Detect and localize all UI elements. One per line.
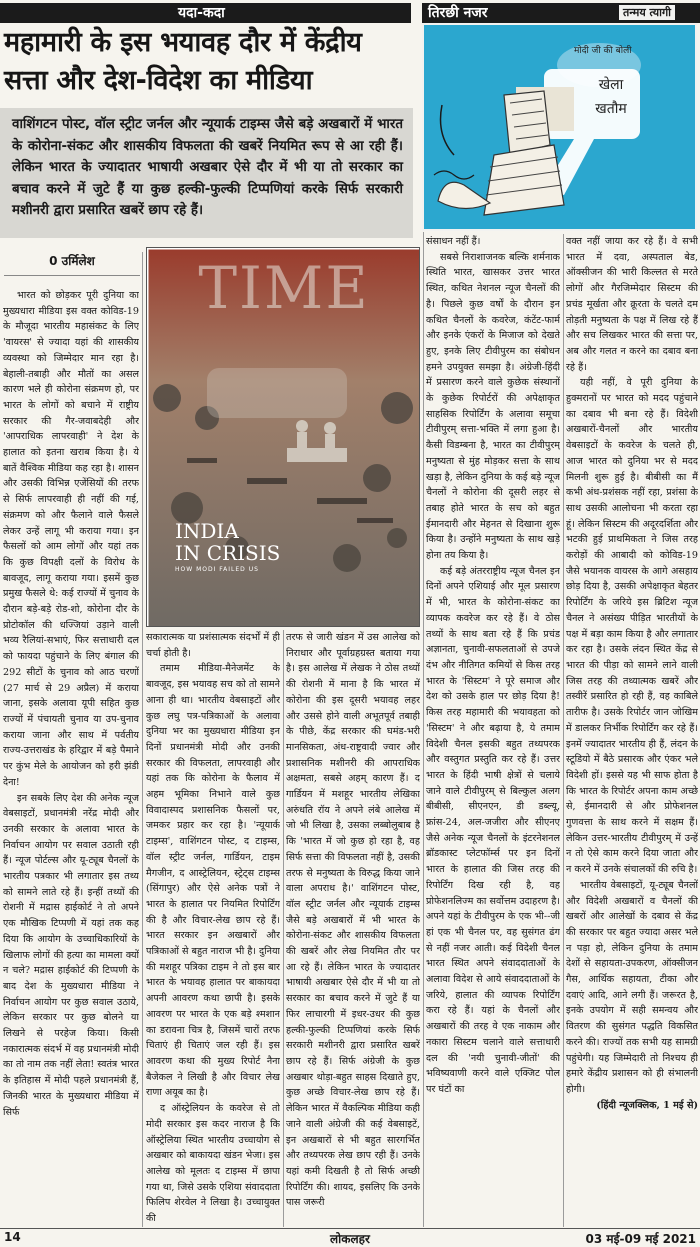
article-column-4: [426, 234, 560, 1227]
headline-line-2: सत्ता और देश-विदेश का मीडिया: [4, 65, 313, 96]
article-column-1: [3, 288, 139, 1225]
footer-date: 03 मई-09 मई 2021: [585, 1232, 696, 1246]
paragraph: तरफ से जारी खंडन में उस आलेख को निराधार और पूर्वाग्रहग्रस्त बताया गया है। इस आलेख में लेखक ने ठोस तथ्यों की रोशनी में माना है कि भारत में कोरोना की इस दूसरी भयावह लहर और उससे होने वाली अभूतपूर्व तबाही के पीछे, केंद्र सरकार की घमंड-भरी मानसिकता, अंध-राष्ट्रवादी ज्वार और प्रशासनिक मशीनरी की आपराधिक अक्षमता, सबसे अहम् कारण हैं। द गार्डियन में मशहूर भारतीय लेखिका अरुंधति रॉय ने अपने लंबे आलेख में जो भी लिखा है, उसका लब्बोलुबाब है कि 'भारत में जो कुछ हो रहा है, वह सिर्फ सत्ता की विफलता नहीं है, उसकी तरफ से मनुष्यता के विरुद्ध किया जाने वाला अपराध है।' वाशिंगटन पोस्ट, वॉल स्ट्रीट जर्नल और न्यूयार्क टाइम्स जैसे बड़े अखबारों में भी भारत के कोरोना-संकट और शासकीय विफलता की खबरें और लेख नियमित तौर पर आ रहे हैं। लेकिन भारत के ज्यादातर भाषायी अखबार ऐसे दौर में भी या तो सरकार का बचाव करने में जुटे हैं या फिर लाचारगी में इधर-उधर की कुछ हल्की-फुल्की टिप्पणियां करके सिर्फ सरकारी मशीनरी द्वारा प्रसारित खबरें छाप रहे हैं। सिर्फ अंग्रेजी के कुछ अखबार थोड़ा-बहुत साहस दिखाते हुए, कुछ अच्छे विचार-लेख छाप रहे हैं। लेकिन भारत में वैकल्पिक मीडिया कही जाने वाली अंग्रेजी की कई वेबसाइटें, इन अखबारों से भी बहुत सारगर्भित और तथ्यपरक लेख छाप रही हैं। उनके यहां कमी दिखती है तो सिर्फ अच्छी रिपोर्टिंग की। शायद, इसलिए कि उनके पास जरूरी: [286, 632, 420, 1209]
paragraph: द ऑस्ट्रेलियन के कवरेज से तो मोदी सरकार इस कदर नाराज है कि ऑस्ट्रेलिया स्थित भारतीय उच्चायोग से अखबार को बाकायदा खंडन भेजा। इस आलेख को मूलतः द टाइम्स में छापा गया था, जिसे उसके एशिया संवाददाता फिलिप शेरवेल ने लिखा है। उच्चायुक्त की: [146, 1103, 280, 1225]
cartoon-art: [424, 25, 695, 229]
paragraph: भारत को छोड़कर पूरी दुनिया का मुख्यधारा मीडिया इस वक्त कोविड-19 के मौजूदा भारतीय महासंकट के लिए 'वायरस' से ज्यादा यहां की शासकीय व्यवस्था को जिम्मेदार मान रहा है। बेहाली-तबाही और मौतों का असल कारण भले ही कोरोना संक्रमण हो, पर भारत के लोगों को बचाने में राष्ट्रीय सरकार की गैर-जवाबदेही और 'आपराधिक लापरवाही' ने देश के हालात को इतना खराब किया है। ये बातें वैश्विक मीडिया कह रहा है। शासन और उसकी विभिन्न एजेंसियों की तरफ से सिर्फ लापरवाही ही नहीं की गई, संक्रमण को और फैलाने वाले फैसले लेकर उन्हें लागू भी कराया गया। इन फैसलों को आम लोगों और यहां तक कि कुछ विपक्षी दलों के विरोध के बावजूद, लागू कराया गया। इसमें कुछ प्रमुख फैसले थे: कई राज्यों में चुनाव के दौरान बड़े-बड़े रोड-शो, कोरोना दौर के प्रोटोकॉल की धज्जियां उड़ाने वाली भव्य रैलियां-सभाएं, फिर सत्ताधारी दल को फायदा पहुंचाने के लिए बंगाल की 292 सीटों के चुनाव को आठ चरणों (27 मार्च से 29 अप्रैल) में कराया जाना, इसके अलावा यूपी सहित कुछ राज्यों में पंचायती चुनाव या उप-चुनाव कराया जाना और साथ में पर्वतीय राज्य-उत्तराखंड के हरिद्वार में बड़े पैमाने पर कुंभ मेले के आयोजन को हरी झंडी देना!: [3, 290, 139, 788]
cover-title-line-2: IN CRISIS: [175, 541, 281, 565]
cartoonist-name: तन्मय त्यागी: [619, 5, 675, 20]
source-signoff: (हिंदी न्यूजक्लिक, 1 मई से): [596, 1099, 698, 1111]
lede-text: वाशिंगटन पोस्ट, वॉल स्ट्रीट जर्नल और न्यूयार्क टाइम्स जैसे बड़े अखबारों में भारत के कोरोना-संकट और शासकीय विफलता की खबरें नियमित रूप से आ रही हैं। लेकिन भारत के ज्यादातर भाषायी अखबार ऐसे दौर में भी या तो सरकार का बचाव करने में जुटे हैं या कुछ हल्की-फुल्की टिप्पणियां करके सिर्फ सरकारी मशीनरी द्वारा प्रसारित खबरें छाप रहे हैं।: [12, 117, 403, 218]
paragraph: सबसे निराशाजनक बल्कि शर्मनाक स्थिति भारत, खासकर उत्तर भारत स्थित, कथित नेशनल न्यूज चैनलों की है। पिछले कुछ वर्षों के दौरान इन कथित चैनलों के कवरेज, कंटेंट-फार्म और इनके एंकरों के मिजाज को देखते हुए, इनके लिए टीवीपुरम का संबोधन हमने उपयुक्त समझा है। अंग्रेजी-हिंदी में प्रसारण करने वाले कुछेक संस्थानों के कुछेक रिपोर्टरों की अपेक्षाकृत साहसिक रिपोर्टिंग के अलावा समूचा टीवीपुरम् सत्ता-भक्ति में लगा हुआ है। कैसी विडम्बना है, भारत का टीवीपुरम् मनुष्यता से मुंह मोड़कर सत्ता के साथ खड़ा है, लेकिन दुनिया के कई बड़े न्यूज चैनलों ने कोरोना की दूसरी लहर से तबाह होते भारत के सच को बहुत ईमानदारी और मेहनत से दिखाना शुरू किया है। उन्होंने मनुष्यता के साथ खड़े होना तय किया है।: [426, 251, 560, 562]
byline: [4, 252, 140, 276]
paragraph: भारतीय वेबसाइटों, यू-ट्यूब चैनलों और विदेशी अखबारों व चैनलों की खबरों और आलेखों के दबाव से केंद्र की सरकार पर बहुत ज्यादा असर भले न पड़ा हो, लेकिन दुनिया के तमाम देशों से सहायता-उपकरण, ऑक्सीजन गैस, आर्थिक सहायता, टीका और दवाएं आदि, आने लगी हैं। जरूरत है, इनके उपयोग में सही समन्वय और वितरण की सुसंगत पद्धति विकसित करने की। राज्यों तक सभी यह सामग्री पहुंचेगी। यह जिम्मेदारी तो निश्चय ही हमारे केंद्रीय प्रशासन को ही संभालनी होगी।: [566, 879, 698, 1095]
byline-text: 0 उर्मिलेश: [49, 254, 95, 268]
article-column-3: [286, 630, 420, 1227]
footer-publication: लोकलहर: [330, 1232, 370, 1246]
column-divider: [283, 630, 284, 1227]
paragraph: इन सबके लिए देश की अनेक न्यूज वेबसाइटों, प्रधानमंत्री नरेंद्र मोदी और उनकी सरकार के अलावा भारत के निर्वाचन आयोग पर सवाल उठाती रही हैं। न्यूज पोर्टल्स और यू-ट्यूब चैनलों के भारतीय पत्रकार भी लगातार इस तथ्य को सामने लाते रहे हैं। इन्हीं तथ्यों की रोशनी में मद्रास हाईकोर्ट ने तो अपने एक मौखिक टिप्पणी में यहां तक कह दिया कि आयोग के उच्चाधिकारियों के खिलाफ लोगों की हत्या का मामला क्यों न चले? मद्रास हाईकोर्ट की टिप्पणी के बाद देश के मुख्यधारा मीडिया ने निर्वाचन आयोग पर कुछ सवाल उठाये, लेकिन सरकार पर कुछ बोलने या लिखने से परहेज किया। किसी नकारात्मक संदर्भ में वह प्रधानमंत्री मोदी का तो नाम तक नहीं लेता! स्वतंत्र भारत के इतिहास में मोदी पहले प्रधानमंत्री हैं, जिनकी भारत के मुख्यधारा मीडिया में सिर्फ: [3, 792, 139, 1118]
paragraph: कई बड़े अंतरराष्ट्रीय न्यूज चैनल इन दिनों अपने एशियाई और मूल प्रसारण में भी, भारत के कोरोना-संकट का व्यापक कवरेज कर रहे हैं। वे ठोस तथ्यों के साथ बता रहे हैं कि प्रचंड अज्ञानता, चुनावी-सफलताओं से उपजे दंभ और नीतिगत कमियों से किस तरह भारत के 'सिस्टम' ने पूरे समाज और देश को उसके हाल पर छोड़ दिया है! किस तरह महामारी की भयावहता को 'सिस्टम' ने और बढ़ाया है, ये तमाम विदेशी चैनल इसकी बहुत तथ्यपरक और वस्तुगत प्रस्तुति कर रहे हैं। उत्तर भारत के हिंदी भाषी क्षेत्रों से चलाये जाने वाले टीवीपुरम् से बिल्कुल अलग बीबीसी, सीएनएन, डी डब्ल्यू, फ्रांस-24, अल-जजीरा और सीएनए जैसे अनेक न्यूज चैनलों के इंटरनेशनल ब्रॉडकास्ट प्लेटफॉर्म्स पर इन दिनों भारत के हालात की जिस तरह की रिपोर्टिंग दिख रही है, वह प्रोफेशनलिज्म का सर्वोत्तम उदाहरण है। अपने यहां के टीवीपुरम के एक भी--जी हां एक भी चैनल पर, वह सुसंगत ढंग से नहीं नजर आती। कई विदेशी चैनल भारत स्थित अपने संवाददाताओं के अलावा विदेश से आये संवाददाताओं के जरिये, हालात की व्यापक रिपोर्टिंग करा रहे हैं। यहां के चैनलों और अखबारों की तरह वे एक नाकाम और नकारा सिस्टम चलाने वाले सत्ताधारी दल की 'नयी चुनावी-जीतों' की भविष्यवाणी करने वाले एक्जिट पोल पर घंटों का: [426, 565, 560, 1095]
paragraph: संसाधन नहीं हैं।: [426, 236, 481, 247]
cartoon-panel: [422, 3, 697, 231]
paragraph: तमाम मीडिया-मैनेजमेंट के बावजूद, इस भयावह सच को तो सामने आना ही था। भारतीय वेबसाइटों और कुछ लघु पत्र-पत्रिकाओं के अलावा दुनिया भर का मुख्यधारा मीडिया इन दिनों प्रधानमंत्री मोदी और उनकी सरकार की विफलता, लापरवाही और यहां तक कि कोरोना के फैलाव में अहम भूमिका निभाने वाले कुछ विवादास्पद प्रशासनिक फैसलों पर, जमकर प्रहार कर रहा है। 'न्यूयार्क टाइम्स', वाशिंगटन पोस्ट, द टाइम्स, वॉल स्ट्रीट जर्नल, गार्डियन, टाइम मैगजीन, द आस्ट्रेलियन, स्ट्रेट्स टाइम्स (सिंगापुर) और ऐसे अनेक पत्रों ने भारत के हालात पर नियमित रिपोर्टिंग की है और विचार-लेख छाप रहे हैं। भारत सरकार इन अखबारों और पत्रिकाओं से बहुत नाराज भी है। दुनिया की मशहूर पत्रिका टाइम ने तो इस बार भारत के भयावह हालात पर बाकायदा अपनी आवरण कथा छापी है। इसके आवरण पर भारत के एक बड़े श्मशान का डरावना चित्र है, जिसमें चारों तरफ चिताएं ही चिताएं जल रही हैं। इस आवरण कथा की मुख्य रिपोर्ट नैना बैजेकल ने लिखी है और विचार लेख राणा अयूब का है।: [146, 663, 280, 1099]
headline-line-1: महामारी के इस भयावह दौर में केंद्रीय: [4, 27, 362, 58]
paragraph: वक्त नहीं जाया कर रहे हैं। वे सभी भारत में दवा, अस्पताल बेड, ऑक्सीजन की भारी किल्लत से मरते लोगों और गैरजिम्मेदार सिस्टम की प्रचंड मूर्खता और क्रूरता के चलते दम तोड़ती मनुष्यता के पक्ष में लिख रहे हैं और सच लिखकर भारत की सत्ता पर, अब और गलत न करने का दबाव बना रहे हैं।: [566, 236, 698, 373]
cartoon-banner: [576, 73, 646, 121]
cover-title-line-1: INDIA: [175, 519, 239, 543]
paragraph: यही नहीं, वे पूरी दुनिया के हुक्मरानों पर भारत को मदद पहुंचाने का दबाव भी बना रहे हैं। विदेशी अखबारों-चैनलों और भारतीय वेबसाइटों के कवरेज के चलते ही, आज भारत को दुनिया भर से मदद मिलनी शुरू हुई है। बीबीसी का मैं कभी अंध-प्रशंसक नहीं रहा, प्रशंसा के साथ उसकी आलोचना भी करता रहा हूं। लेकिन सिस्टम की अदूरदर्शिता और भटकी हुई प्राथमिकता ने जिस तरह करोड़ों की आबादी को कोविड-19 जैसे भयानक वायरस के आगे असहाय छोड़ दिया है, उसकी अपेक्षाकृत बेहतर रिपोर्टिंग के जरिये इस ब्रिटिश न्यूज चैनल ने असंख्य पीड़ित भारतीयों के पक्ष में बड़ा काम किया है और लगातार कर रहा है। उसके लंदन स्थित केंद्र से भारत की पीड़ा को सामने लाने वाली जिस तरह की तथ्यात्मक खबरें और तस्वीरें प्रसारित हो रही हैं, वह काबिले तारीफ है। उसके रिपोर्टर जान जोखिम में डालकर निर्भीक रिपोर्टिंग कर रहे हैं। इनमें ज्यादातर भारतीय ही हैं, लंदन के स्टूडियो में बैठे प्रसारक और एंकर भले विदेशी हों। इससे यह भी साफ होता है कि भारत के रिपोर्टर अपना काम अच्छे से, ईमानदारी से और प्रोफेशनल गुणवत्ता के साथ करने में सक्षम हैं। लेकिन उत्तर-भारतीय टीवीपुरम् में उन्हें न तो ऐसे काम करने दिया जाता और न करने में उनके संचालकों की रुचि है।: [566, 377, 698, 876]
cartoon-top-label: मोदी जी की बोली: [574, 46, 632, 56]
cover-title: [175, 520, 280, 576]
cartoon-illustration: [424, 25, 695, 229]
headline: [4, 24, 416, 100]
time-cover-image: [146, 247, 420, 627]
section-label-yada-kada: [0, 3, 411, 23]
lede-summary: [0, 108, 413, 238]
article-column-2: [146, 630, 280, 1227]
column-divider: [563, 234, 564, 1227]
footer-rule: [0, 1228, 700, 1229]
cartoon-banner-line-2: खतौम: [595, 101, 627, 117]
tirchhi-nazar-label: तिरछी नजर: [428, 5, 488, 21]
column-divider: [423, 232, 424, 1227]
cover-subtitle: HOW MODI FAILED US: [175, 566, 259, 573]
article-column-5: [566, 234, 698, 1227]
column-divider: [142, 252, 143, 1227]
section-label-text: यदा-कदा: [178, 5, 225, 21]
cartoon-banner-line-1: खेला: [598, 77, 624, 93]
paragraph: सकारात्मक या प्रशंसात्मक संदर्भों में ही चर्चा होती है।: [146, 632, 280, 659]
cover-masthead: TIME: [198, 254, 370, 322]
footer-page-number: 14: [4, 1230, 21, 1244]
